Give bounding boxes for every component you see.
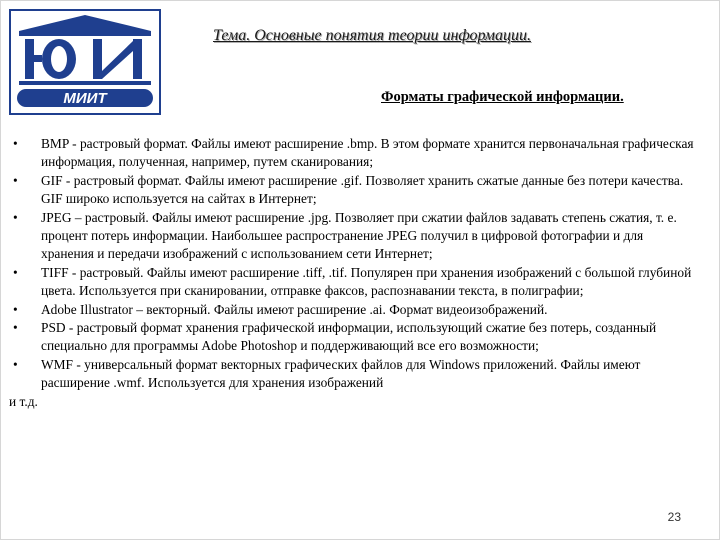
- section-title: Форматы графической информации.: [381, 89, 624, 105]
- bullet: •: [13, 356, 18, 372]
- logo-wordmark: МИИТ: [63, 90, 107, 107]
- list-item-bmp: [9, 135, 699, 172]
- list-item-ai: [9, 301, 699, 319]
- list-item-wmf: [9, 356, 699, 393]
- list-item-text: WMF - универсальный формат векторных графических файлов для Windows приложений. Файлы имеют расширение .wmf. Используется для хранения изображений: [41, 356, 641, 391]
- list-item-psd: [9, 319, 699, 356]
- list-item-text: Adobe Illustrator – векторный. Файлы имеют расширение .ai. Формат видеоизображений.: [41, 301, 548, 317]
- bullet: •: [13, 320, 18, 336]
- formats-list-block: [9, 135, 699, 411]
- list-item-gif: [9, 172, 699, 209]
- list-item-tiff: [9, 264, 699, 301]
- bullet: •: [13, 301, 18, 317]
- list-item-text: JPEG – растровый. Файлы имеют расширение .jpg. Позволяет при сжатии файлов задавать степень сжатия, т. е. процент потерь информации. Наибольшее распространение JPEG получил в цифровой фотографии и для хранения и передачи изображений с использованием сети Интернет;: [41, 209, 677, 262]
- formats-list: [9, 135, 699, 393]
- bullet: •: [13, 209, 18, 225]
- university-logo: [9, 9, 161, 115]
- miit-logo-icon: [9, 9, 161, 115]
- list-item-text: TIFF - растровый. Файлы имеют расширение .tiff, .tif. Популярен при хранения изображений с большой глубиной цвета. Используется при сканировании, отправке факсов, распознавании текста, в полиграфии;: [41, 264, 692, 299]
- list-tail: и т.д.: [9, 393, 38, 409]
- bullet: •: [13, 172, 18, 188]
- list-item-jpeg: [9, 209, 699, 264]
- list-item-text: PSD - растровый формат хранения графической информации, использующий сжатие без потерь, созданный специально для программы Adobe Photoshop и поддерживающий все его возможности;: [41, 320, 657, 354]
- topic-heading: Тема. Основные понятия теории информации.: [213, 27, 531, 44]
- bullet: •: [13, 264, 18, 280]
- list-item-text: BMP - растровый формат. Файлы имеют расширение .bmp. В этом формате хранится первоначальная графическая информация, полученная, например, путем сканирования;: [41, 136, 694, 170]
- bullet: •: [13, 136, 18, 151]
- list-item-text: GIF - растровый формат. Файлы имеют расширение .gif. Позволяет хранить сжатые данные без потери качества. GIF широко используется на сайтах в Интернет;: [41, 172, 684, 207]
- page-number: 23: [667, 510, 681, 524]
